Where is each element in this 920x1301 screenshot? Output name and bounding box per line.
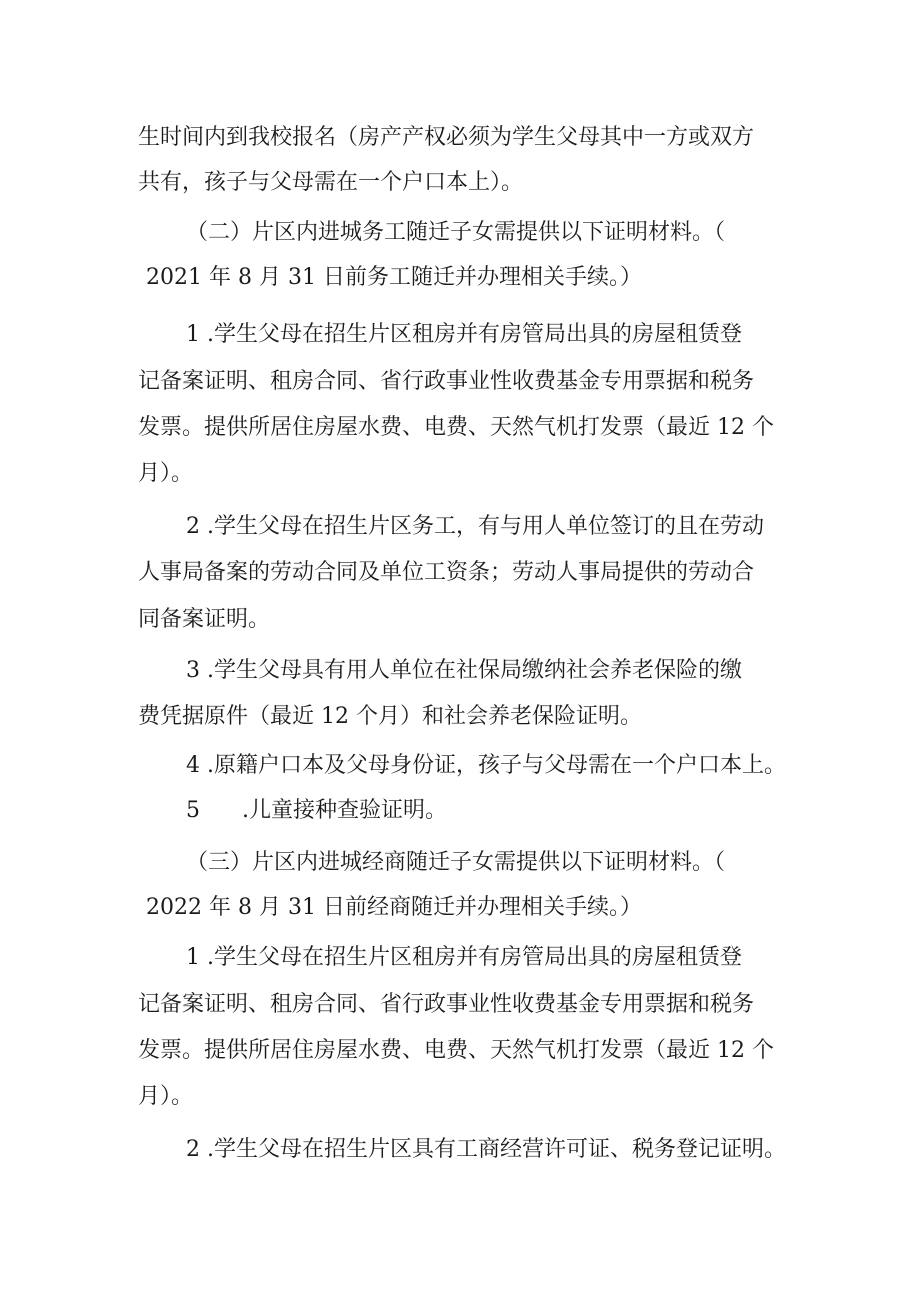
- list-item-line: 记备案证明、租房合同、省行政事业性收费基金专用票据和税务: [138, 992, 755, 1017]
- list-item-line: 月）。: [138, 461, 194, 486]
- paragraph-line: 生时间内到我校报名（房产产权必须为学生父母其中一方或双方: [138, 125, 755, 150]
- list-item-line: 费凭据原件（最近 12 个月）和社会养老保险证明。: [138, 704, 642, 729]
- section-heading-line: （三）片区内进城经商随迁子女需提供以下证明材料。（: [186, 850, 726, 875]
- list-item-line: 2 .学生父母在招生片区务工，有与用人单位签订的且在劳动: [186, 514, 764, 539]
- list-item-line: 发票。提供所居住房屋水费、电费、天然气机打发票（最近 12 个: [138, 415, 774, 440]
- list-item-line: 1 .学生父母在招生片区租房并有房管局出具的房屋租赁登: [186, 322, 742, 347]
- list-item-line: 5 .儿童接种查验证明。: [186, 798, 447, 823]
- list-item-line: 人事局备案的劳动合同及单位工资条；劳动人事局提供的劳动合: [138, 560, 755, 585]
- paragraph-line: 共有，孩子与父母需在一个户口本上）。: [138, 170, 524, 195]
- section-heading-line: 2021 年 8 月 31 日前务工随迁并办理相关手续。）: [146, 265, 642, 290]
- list-item-line: 1 .学生父母在招生片区租房并有房管局出具的房屋租赁登: [186, 945, 742, 970]
- list-item-line: 4 .原籍户口本及父母身份证，孩子与父母需在一个户口本上。: [186, 753, 786, 778]
- section-heading-line: 2022 年 8 月 31 日前经商随迁并办理相关手续。）: [146, 895, 642, 920]
- list-item-line: 发票。提供所居住房屋水费、电费、天然气机打发票（最近 12 个: [138, 1038, 774, 1063]
- section-heading-line: （二）片区内进城务工随迁子女需提供以下证明材料。（: [186, 220, 726, 245]
- list-item-line: 2 .学生父母在招生片区具有工商经营许可证、税务登记证明。: [186, 1137, 786, 1162]
- list-item-line: 月）。: [138, 1084, 194, 1109]
- list-item-line: 3 .学生父母具有用人单位在社保局缴纳社会养老保险的缴: [186, 658, 742, 683]
- list-item-line: 同备案证明。: [138, 607, 271, 632]
- list-item-line: 记备案证明、租房合同、省行政事业性收费基金专用票据和税务: [138, 369, 755, 394]
